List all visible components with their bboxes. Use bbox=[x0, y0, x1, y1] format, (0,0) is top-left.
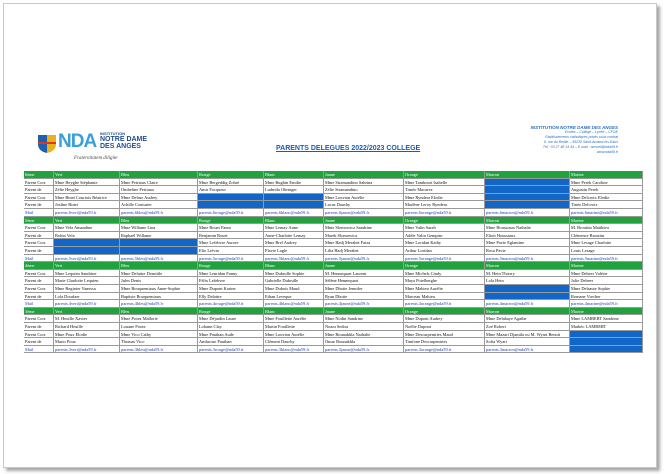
class-header: Jaune bbox=[324, 171, 404, 179]
tagline: Fraternitatem diligite bbox=[74, 156, 118, 161]
level-header-row bbox=[24, 262, 643, 270]
table-cell: Mme Lequien Sandrine bbox=[54, 270, 120, 278]
row-label: Parent Corr. bbox=[24, 270, 54, 278]
mail-cell: parents.5marine@nda59.fr bbox=[570, 255, 643, 263]
table-cell: Timfone Descarpentries bbox=[404, 338, 485, 346]
table-row bbox=[24, 232, 643, 240]
table-cell: Marlène Leroy Ryndera bbox=[404, 201, 485, 209]
table-cell: Amir Focqueur bbox=[198, 186, 264, 194]
table-row bbox=[24, 224, 643, 232]
table-cell bbox=[485, 194, 570, 202]
table-cell bbox=[120, 239, 198, 247]
row-label: Parent de bbox=[24, 232, 54, 240]
table-row bbox=[24, 293, 643, 301]
table-cell: Mme Pavie Eglantine bbox=[485, 239, 570, 247]
table-cell: Zélie Heyghe bbox=[54, 186, 120, 194]
table-cell: Martin Fouillette bbox=[264, 323, 324, 331]
table-cell: Mathéo LAMBERT bbox=[570, 323, 643, 331]
school-logo bbox=[36, 132, 166, 156]
table-cell: Augustin Perek bbox=[570, 186, 643, 194]
table-cell: Félix Lefebvre bbox=[198, 277, 264, 285]
table-cell: Mme Tambourt Isabelle bbox=[404, 179, 485, 187]
table-cell bbox=[485, 186, 570, 194]
table-cell bbox=[485, 179, 570, 187]
mail-cell: parents.3vert@nda59.fr bbox=[54, 346, 120, 354]
table-row bbox=[24, 239, 643, 247]
table-cell: Timéo Macarez bbox=[404, 186, 485, 194]
class-header: Rouge bbox=[198, 217, 264, 225]
table-cell: Louis Lesage bbox=[570, 247, 643, 255]
table-cell: Lohann Clay bbox=[198, 323, 264, 331]
row-label: Parent Corr. bbox=[24, 239, 54, 247]
table-cell bbox=[485, 285, 570, 293]
institution-info bbox=[488, 125, 618, 155]
class-header: Jaune bbox=[324, 308, 404, 316]
table-cell: Lola Hein bbox=[485, 277, 570, 285]
table-cell: Lola Dourlaer bbox=[54, 293, 120, 301]
row-label: Parent Corr. bbox=[24, 285, 54, 293]
row-label: Mail bbox=[24, 300, 54, 308]
table-cell: Mme Delrue Audrey bbox=[120, 194, 198, 202]
class-header: Marine bbox=[570, 262, 643, 270]
table-row bbox=[24, 186, 643, 194]
logo-institution-label: INSTITUTION bbox=[100, 131, 126, 136]
table-cell: Baptiste Bouquemiaux bbox=[120, 293, 198, 301]
info-line: 6, rue du Bruille – 59230 Saint-Amand-les-Eaux bbox=[543, 140, 618, 144]
table-cell: M. Heuille Xavier bbox=[54, 315, 120, 323]
table-cell: Mme Vela Amandine bbox=[54, 224, 120, 232]
table-cell: Marek Slomowicz bbox=[324, 232, 404, 240]
table-row bbox=[24, 323, 643, 331]
table-cell: Mme Posez Mallorie bbox=[120, 315, 198, 323]
table-cell: Mme Delattre Domitile bbox=[120, 270, 198, 278]
table-cell: Mme Houssiaux Nathalie bbox=[485, 224, 570, 232]
mail-cell: parents.5vert@nda59.fr bbox=[54, 255, 120, 263]
table-cell: Mme Fouillette Aurélie bbox=[264, 315, 324, 323]
table-row bbox=[24, 201, 643, 209]
table-cell: Benjamin Rouet bbox=[198, 232, 264, 240]
table-cell: Omar Bounakhla bbox=[324, 338, 404, 346]
table-cell: Mme Delsaute Sophie bbox=[570, 285, 643, 293]
table-cell: Mme Dupont Audrey bbox=[404, 315, 485, 323]
table-cell: Mme Debeer Valérie bbox=[570, 270, 643, 278]
class-header: Rouge bbox=[198, 171, 264, 179]
row-label: Parent Corr. bbox=[24, 315, 54, 323]
table-cell: Ryan Dhotte bbox=[324, 293, 404, 301]
logo-name-line2: DES ANGES bbox=[100, 143, 141, 150]
table-cell: Mme Déjardin Laure bbox=[198, 315, 264, 323]
mail-cell: parents.6jaune@nda59.fr bbox=[324, 209, 404, 217]
table-cell: Robin Vela bbox=[54, 232, 120, 240]
class-header: Rouge bbox=[198, 308, 264, 316]
table-cell: Flavie Lagle bbox=[264, 247, 324, 255]
info-line: Tél : 03 27 48 14 44 – E-mail : accueil@nda59.fr bbox=[542, 145, 618, 149]
table-cell: Mme Dupont Karine bbox=[198, 285, 264, 293]
table-cell: Mme Perek Caroline bbox=[570, 179, 643, 187]
mail-cell: parents.6rouge@nda59.fr bbox=[198, 209, 264, 217]
table-cell: Zoé Robert bbox=[485, 323, 570, 331]
table-cell: Zélie Stramandino bbox=[324, 186, 404, 194]
table-cell: Noam Sedira bbox=[324, 323, 404, 331]
shield-icon bbox=[36, 132, 58, 154]
table-cell: Mme Michels Cindy bbox=[404, 270, 485, 278]
mail-cell: parents.3bleu@nda59.fr bbox=[120, 346, 198, 354]
row-label: Mail bbox=[24, 346, 54, 354]
table-cell: Eliott Houssiaux bbox=[485, 232, 570, 240]
table-cell: Lilia Hadj Merabet bbox=[324, 247, 404, 255]
mail-cell: parents.6orange@nda59.fr bbox=[404, 209, 485, 217]
document-page bbox=[3, 3, 657, 468]
table-cell bbox=[120, 247, 198, 255]
mail-cell: parents.4jaune@nda59.fr bbox=[324, 300, 404, 308]
table-cell: Arthur Loridan bbox=[404, 247, 485, 255]
mail-cell: parents.4blanc@nda59.fr bbox=[264, 300, 324, 308]
table-cell: Anne-Charlotte Lemay bbox=[264, 232, 324, 240]
table-cell: Gabrielle Dubrulle bbox=[264, 277, 324, 285]
table-cell: Mme Dubrulle Sophie bbox=[264, 270, 324, 278]
table-cell: Mme Slomowicz Sandrine bbox=[324, 224, 404, 232]
class-header: Marron bbox=[485, 262, 570, 270]
table-cell bbox=[198, 201, 264, 209]
class-header: Bleu bbox=[120, 171, 198, 179]
class-header: Marron bbox=[485, 217, 570, 225]
class-header: Jaune bbox=[324, 262, 404, 270]
mail-cell: parents.4vert@nda59.fr bbox=[54, 300, 120, 308]
table-cell: Mme Rouet Fanta bbox=[198, 224, 264, 232]
class-header: Bleu bbox=[120, 217, 198, 225]
class-header: Marine bbox=[570, 217, 643, 225]
table-cell bbox=[570, 331, 643, 339]
page-title: PARENTS DELEGUES 2022/2023 COLLEGE bbox=[276, 145, 421, 152]
table-cell: Mme Reginier Vanessa bbox=[54, 285, 120, 293]
table-cell: Mme Petriaux Claire bbox=[120, 179, 198, 187]
row-label: Mail bbox=[24, 255, 54, 263]
table-cell bbox=[54, 247, 120, 255]
mail-cell bbox=[570, 346, 643, 354]
table-cell bbox=[54, 239, 120, 247]
row-label: Parent de bbox=[24, 247, 54, 255]
info-line: Ecoles – Collège – Lycée – CFGE bbox=[564, 130, 618, 134]
level-label: 5ème bbox=[24, 217, 54, 225]
table-cell: Romane Vrecher bbox=[570, 293, 643, 301]
table-row bbox=[24, 179, 643, 187]
class-header: Bleu bbox=[120, 262, 198, 270]
table-cell: Sélène Hennequart bbox=[324, 277, 404, 285]
class-header: Jaune bbox=[324, 217, 404, 225]
table-cell: Mme Binet Courtois Béatrice bbox=[54, 194, 120, 202]
mail-row bbox=[24, 209, 643, 217]
class-header: Orange bbox=[404, 217, 485, 225]
table-cell: Mme Ryndera Elodie bbox=[404, 194, 485, 202]
table-cell: Elio Liévin bbox=[198, 247, 264, 255]
row-label: Parent de bbox=[24, 186, 54, 194]
table-cell: Mme Louvion Aurélie bbox=[264, 331, 324, 339]
info-line: www.nda59.fr bbox=[596, 150, 618, 154]
table-cell: Adèle Valin Gemprin bbox=[404, 232, 485, 240]
level-label: 6ème bbox=[24, 171, 54, 179]
row-label: Parent de bbox=[24, 293, 54, 301]
table-cell: Elly Delattre bbox=[198, 293, 264, 301]
class-header: Marron bbox=[485, 171, 570, 179]
table-cell: Mme Mazari Djamila ou M. Wyart Benoit bbox=[485, 331, 570, 339]
mail-cell: parents.3orange@nda59.fr bbox=[404, 346, 485, 354]
table-cell bbox=[485, 201, 570, 209]
class-header: Vert bbox=[54, 217, 120, 225]
table-cell: Mme Stramandino Sabrina bbox=[324, 179, 404, 187]
mail-cell: parents.4bleu@nda59.fr bbox=[120, 300, 198, 308]
table-cell: Sofia Wyart bbox=[485, 338, 570, 346]
table-cell: Mme Descarpentries Maud bbox=[404, 331, 485, 339]
class-header: Blanc bbox=[264, 217, 324, 225]
mail-cell: parents.5orange@nda59.fr bbox=[404, 255, 485, 263]
table-cell: Josline Binet bbox=[54, 201, 120, 209]
table-cell: Mme Willame Lina bbox=[120, 224, 198, 232]
mail-cell: parents.5rouge@nda59.fr bbox=[198, 255, 264, 263]
table-cell: Mme Lemay Anne bbox=[264, 224, 324, 232]
class-header: Marine bbox=[570, 171, 643, 179]
class-header: Orange bbox=[404, 262, 485, 270]
class-header: Rouge bbox=[198, 262, 264, 270]
table-cell: Tinéo Delcroix bbox=[570, 201, 643, 209]
mail-cell: parents.3rouge@nda59.fr bbox=[198, 346, 264, 354]
table-cell: Mme Heyghe Stéphanie bbox=[54, 179, 120, 187]
mail-cell: parents.5marron@nda59.fr bbox=[485, 255, 570, 263]
table-cell: Mme Lenridan Fanny bbox=[198, 270, 264, 278]
table-cell: M. Brouttin Matthieu bbox=[570, 224, 643, 232]
class-header: Marine bbox=[570, 308, 643, 316]
class-header: Blanc bbox=[264, 308, 324, 316]
table-row bbox=[24, 247, 643, 255]
table-cell: Mme Poux Elodie bbox=[54, 331, 120, 339]
table-cell: Mme Lefebvre Aurore bbox=[198, 239, 264, 247]
level-label: 4ème bbox=[24, 262, 54, 270]
table-cell: Mme Loridan Kathy bbox=[404, 239, 485, 247]
mail-cell: parents.3jaune@nda59.fr bbox=[324, 346, 404, 354]
table-cell: Mme Brel Audrey bbox=[264, 239, 324, 247]
mail-row bbox=[24, 346, 643, 354]
table-cell: Rosa Pavie bbox=[485, 247, 570, 255]
mail-cell: parents.6blanc@nda59.fr bbox=[264, 209, 324, 217]
table-cell bbox=[485, 293, 570, 301]
class-header: Vert bbox=[54, 262, 120, 270]
table-cell: Raphaël Willame bbox=[120, 232, 198, 240]
table-cell: Noélie Dupont bbox=[404, 323, 485, 331]
table-cell bbox=[264, 201, 324, 209]
table-cell: Richard Heuille bbox=[54, 323, 120, 331]
class-header: Blanc bbox=[264, 171, 324, 179]
mail-row bbox=[24, 300, 643, 308]
table-cell: Ambroise Pauthan bbox=[198, 338, 264, 346]
table-cell: Jules Denis bbox=[120, 277, 198, 285]
table-cell: Ludmila Obringer bbox=[264, 186, 324, 194]
table-cell bbox=[570, 338, 643, 346]
table-cell: Mme Dhotte Jennifer bbox=[324, 285, 404, 293]
class-header: Vert bbox=[54, 308, 120, 316]
table-cell: Mario Poux bbox=[54, 338, 120, 346]
mail-cell: parents.5blanc@nda59.fr bbox=[264, 255, 324, 263]
table-cell: Marceau Mahieu bbox=[404, 293, 485, 301]
table-cell: Mme Hadj Merabet Faiza bbox=[324, 239, 404, 247]
level-header-row bbox=[24, 308, 643, 316]
row-label: Parent Corr. bbox=[24, 194, 54, 202]
table-cell: Mme Valin Sarah bbox=[404, 224, 485, 232]
mail-cell: parents.5jaune@nda59.fr bbox=[324, 255, 404, 263]
table-cell: Ethan Leveque bbox=[264, 293, 324, 301]
table-cell: Louane Posez bbox=[120, 323, 198, 331]
info-line: INSTITUTION NOTRE DAME DES ANGES bbox=[530, 125, 618, 130]
table-cell: Mme Bounakhla Nathalie bbox=[324, 331, 404, 339]
table-cell: Mme Mahieu Aurélie bbox=[404, 285, 485, 293]
class-header: Vert bbox=[54, 171, 120, 179]
table-row bbox=[24, 315, 643, 323]
table-cell bbox=[264, 194, 324, 202]
mail-cell: parents.4orange@nda59.fr bbox=[404, 300, 485, 308]
table-cell bbox=[198, 194, 264, 202]
table-cell: Clément Dauchy bbox=[264, 338, 324, 346]
table-cell: M. Hein Thierry bbox=[485, 270, 570, 278]
table-cell: Mme Vico Cathy bbox=[120, 331, 198, 339]
table-cell: Lucas Dauchy bbox=[324, 201, 404, 209]
table-cell: Mme Pauthan Aude bbox=[198, 331, 264, 339]
class-header: Bleu bbox=[120, 308, 198, 316]
mail-cell: parents.4marine@nda59.fr bbox=[570, 300, 643, 308]
class-header: Orange bbox=[404, 308, 485, 316]
table-row bbox=[24, 277, 643, 285]
logo-acronym: NDA bbox=[58, 131, 97, 152]
class-header: Marron bbox=[485, 308, 570, 316]
table-cell: Mme Bughin Emilie bbox=[264, 179, 324, 187]
level-header-row bbox=[24, 171, 643, 179]
mail-cell: parents.6marine@nda59.fr bbox=[570, 209, 643, 217]
logo-name-line1: NOTRE DAME bbox=[100, 136, 148, 143]
table-cell: Clémence Brouttin bbox=[570, 232, 643, 240]
table-cell: Achille Couturier bbox=[120, 201, 198, 209]
mail-cell: parents.4marron@nda59.fr bbox=[485, 300, 570, 308]
mail-row bbox=[24, 255, 643, 263]
table-cell: Maya Potelberghe bbox=[404, 277, 485, 285]
row-label: Parent de bbox=[24, 277, 54, 285]
table-row bbox=[24, 338, 643, 346]
mail-cell: parents.3blanc@nda59.fr bbox=[264, 346, 324, 354]
table-cell: Mme Lesage Charlotte bbox=[570, 239, 643, 247]
mail-cell: parents.6marron@nda59.fr bbox=[485, 209, 570, 217]
table-cell: Marie Charlotte Lequien bbox=[54, 277, 120, 285]
level-header-row bbox=[24, 217, 643, 225]
table-row bbox=[24, 194, 643, 202]
class-header: Blanc bbox=[264, 262, 324, 270]
table-cell: Thomas Vico bbox=[120, 338, 198, 346]
class-header: Orange bbox=[404, 171, 485, 179]
row-label: Parent Corr. bbox=[24, 331, 54, 339]
table-cell: Mme Louvion Aurélie bbox=[324, 194, 404, 202]
row-label: Parent Corr. bbox=[24, 179, 54, 187]
table-cell: Ombeline Petriaux bbox=[120, 186, 198, 194]
info-line: Etablissements catholiques privés sous contrat bbox=[545, 135, 618, 139]
row-label: Parent de bbox=[24, 323, 54, 331]
mail-cell: parents.3marron@nda59.fr bbox=[485, 346, 570, 354]
table-cell: Mme Delcroix Elodie bbox=[570, 194, 643, 202]
table-cell: Mme Delahaye Agathe bbox=[485, 315, 570, 323]
table-cell: Mme Nodin Sandrine bbox=[324, 315, 404, 323]
table-row bbox=[24, 270, 643, 278]
row-label: Parent Corr. bbox=[24, 224, 54, 232]
table-cell: Mme Bergeddig Zohré bbox=[198, 179, 264, 187]
mail-cell: parents.4rouge@nda59.fr bbox=[198, 300, 264, 308]
row-label: Mail bbox=[24, 209, 54, 217]
mail-cell: parents.6bleu@nda59.fr bbox=[120, 209, 198, 217]
table-cell: Mme Bouquemiaux Anne-Sophie bbox=[120, 285, 198, 293]
table-cell: M. Hennequart Laurent bbox=[324, 270, 404, 278]
table-cell: Mme LAMBERT Sandrine bbox=[570, 315, 643, 323]
mail-cell: parents.6vert@nda59.fr bbox=[54, 209, 120, 217]
row-label: Parent de bbox=[24, 201, 54, 209]
level-label: 3ème bbox=[24, 308, 54, 316]
row-label: Parent de bbox=[24, 338, 54, 346]
mail-cell: parents.5bleu@nda59.fr bbox=[120, 255, 198, 263]
table-cell: Mme Dubois Maud bbox=[264, 285, 324, 293]
table-cell: Jolie Debeer bbox=[570, 277, 643, 285]
table-row bbox=[24, 331, 643, 339]
table-row bbox=[24, 285, 643, 293]
